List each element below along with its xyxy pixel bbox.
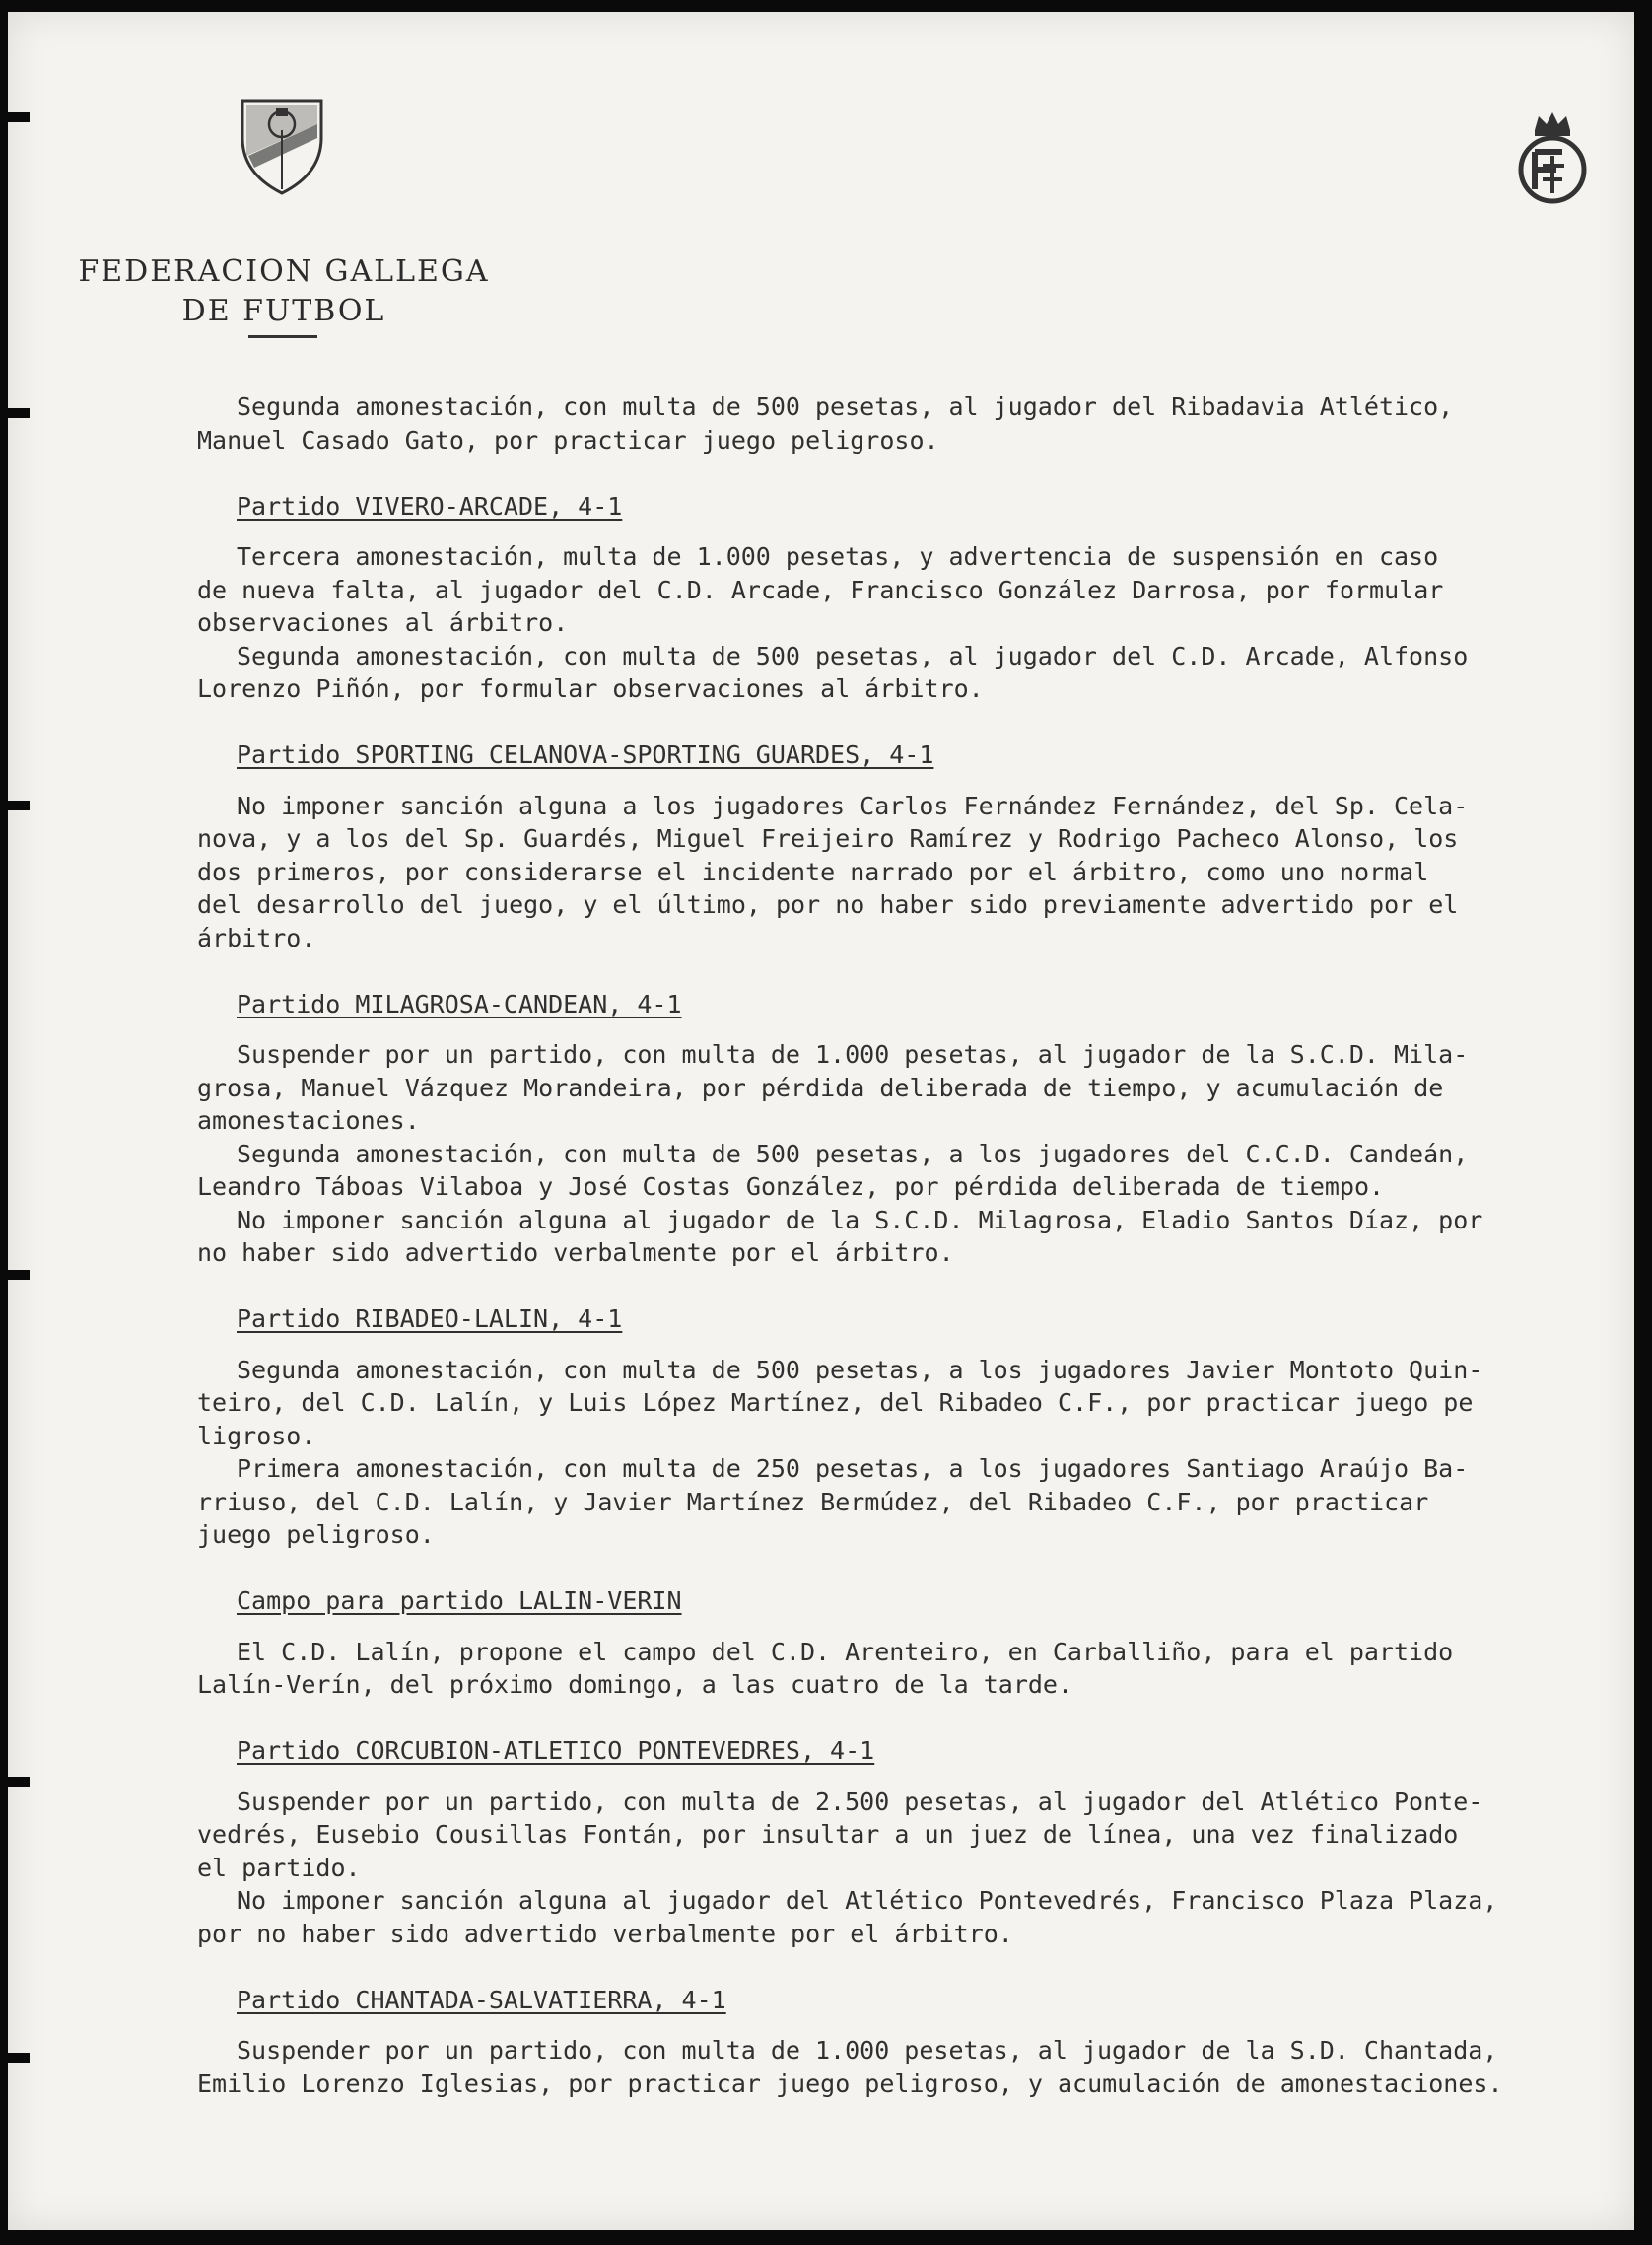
paragraph-line: Segunda amonestación, con multa de 500 pesetas, al jugador del C.D. Arcade, Alfonso: [237, 641, 1469, 670]
paragraph-line: ligroso.: [197, 1421, 316, 1450]
paragraph-line: observaciones al árbitro.: [197, 608, 569, 637]
paragraph-line: juego peligroso.: [197, 1520, 435, 1549]
paragraph-line: amonestaciones.: [197, 1106, 420, 1135]
binder-hole-mark: [8, 801, 30, 810]
paragraph-gap: [197, 1950, 1626, 1984]
paragraph-line: no haber sido advertido verbalmente por el árbitro.: [197, 1238, 954, 1267]
paragraph-line: Lalín-Verín, del próximo domingo, a las cuatro de la tarde.: [197, 1670, 1073, 1699]
heading-gap: [197, 1768, 1626, 1786]
paragraph-gap: [197, 1270, 1626, 1303]
binder-hole-mark: [8, 112, 30, 122]
section-heading: [197, 1984, 1626, 2017]
paragraph-gap: [197, 954, 1626, 988]
binder-hole-mark: [8, 408, 30, 418]
section-heading-text: Partido SPORTING CELANOVA-SPORTING GUARDES, 4-1: [237, 740, 934, 769]
paragraph-line: grosa, Manuel Vázquez Morandeira, por pérdida deliberada de tiempo, y acumulación de: [197, 1073, 1444, 1102]
section-heading-text: Partido RIBADEO-LALIN, 4-1: [237, 1304, 623, 1333]
section-heading: [197, 1734, 1626, 1768]
paragraph-line: Primera amonestación, con multa de 250 pesetas, a los jugadores Santiago Araújo Ba-: [237, 1454, 1469, 1483]
paragraph-line: Suspender por un partido, con multa de 1.000 pesetas, al jugador de la S.C.D. Mila-: [237, 1040, 1469, 1069]
heading-gap: [197, 1336, 1626, 1354]
section-heading: [197, 1584, 1626, 1618]
section-heading: [197, 490, 1626, 524]
paragraph-line: Lorenzo Piñón, por formular observaciones al árbitro.: [197, 674, 984, 703]
federation-name: [77, 252, 491, 331]
paragraph-line: teiro, del C.D. Lalín, y Luis López Martínez, del Ribadeo C.F., por practicar juego pe: [197, 1388, 1474, 1417]
heading-gap: [197, 772, 1626, 790]
paragraph-line: No imponer sanción alguna a los jugadores Carlos Fernández Fernández, del Sp. Cela-: [237, 791, 1469, 820]
paragraph-line: Segunda amonestación, con multa de 500 pesetas, a los jugadores del C.C.D. Candeán,: [237, 1139, 1469, 1168]
paragraph-line: de nueva falta, al jugador del C.D. Arcade, Francisco González Darrosa, por formular: [197, 575, 1444, 604]
paragraph-line: No imponer sanción alguna al jugador de la S.C.D. Milagrosa, Eladio Santos Díaz, por: [237, 1205, 1483, 1234]
paragraph-gap: [197, 706, 1626, 739]
paragraph-line: Manuel Casado Gato, por practicar juego peligroso.: [197, 425, 939, 455]
paragraph-line: Suspender por un partido, con multa de 2.500 pesetas, al jugador del Atlético Ponte-: [237, 1787, 1483, 1816]
paragraph-line: el partido.: [197, 1853, 361, 1882]
heading-gap: [197, 1618, 1626, 1636]
section-heading-text: Partido CHANTADA-SALVATIERRA, 4-1: [237, 1985, 726, 2014]
letterhead-rule: [248, 335, 317, 338]
paragraph-line: Leandro Táboas Vilaboa y José Costas González, por pérdida deliberada de tiempo.: [197, 1172, 1385, 1201]
paragraph-line: por no haber sido advertido verbalmente por el árbitro.: [197, 1919, 1013, 1948]
section-heading: [197, 1302, 1626, 1336]
paragraph-line: rriuso, del C.D. Lalín, y Javier Martínez Bermúdez, del Ribadeo C.F., por practicar: [197, 1487, 1429, 1516]
paragraph-line: Emilio Lorenzo Iglesias, por practicar juego peligroso, y acumulación de amonestaciones.: [197, 2069, 1503, 2098]
binder-hole-mark: [8, 1777, 30, 1787]
heading-gap: [197, 523, 1626, 540]
heading-gap: [197, 2016, 1626, 2034]
paragraph-gap: [197, 1552, 1626, 1585]
paragraph-line: Tercera amonestación, multa de 1.000 pesetas, y advertencia de suspensión en caso: [237, 542, 1439, 571]
paragraph-line: del desarrollo del juego, y el último, por no haber sido previamente advertido por el: [197, 890, 1459, 919]
section-heading-text: Partido CORCUBION-ATLETICO PONTEVEDRES, 4-1: [237, 1736, 875, 1765]
binder-hole-mark: [8, 1270, 30, 1280]
paragraph-line: El C.D. Lalín, propone el campo del C.D. Arenteiro, en Carballiño, para el partido: [237, 1637, 1454, 1666]
binder-hole-mark: [8, 2053, 30, 2063]
federation-name-line-2: DE FUTBOL: [181, 294, 386, 328]
heading-gap: [197, 1020, 1626, 1038]
paragraph-line: No imponer sanción alguna al jugador del Atlético Pontevedrés, Francisco Plaza Plaza,: [237, 1886, 1498, 1915]
rfef-crown-crest-icon: [1513, 106, 1592, 215]
section-heading-text: Campo para partido LALIN-VERIN: [237, 1586, 682, 1615]
section-heading-text: Partido MILAGROSA-CANDEAN, 4-1: [237, 989, 682, 1018]
paragraph-line: Segunda amonestación, con multa de 500 pesetas, a los jugadores Javier Montoto Quin-: [237, 1355, 1483, 1384]
paragraph-gap: [197, 456, 1626, 490]
paragraph-line: dos primeros, por considerarse el incidente narrado por el árbitro, como uno normal: [197, 857, 1429, 886]
gallega-shield-icon: [237, 95, 327, 197]
document-body: [197, 390, 1626, 2100]
paragraph-line: vedrés, Eusebio Cousillas Fontán, por insultar a un juez de línea, una vez finalizado: [197, 1820, 1459, 1849]
paragraph-line: Segunda amonestación, con multa de 500 pesetas, al jugador del Ribadavia Atlético,: [237, 392, 1454, 421]
federation-name-line-1: FEDERACION GALLEGA: [78, 254, 490, 289]
paragraph-gap: [197, 1702, 1626, 1735]
section-heading-text: Partido VIVERO-ARCADE, 4-1: [237, 491, 623, 521]
section-heading: [197, 738, 1626, 772]
section-heading: [197, 988, 1626, 1021]
paragraph-line: Suspender por un partido, con multa de 1.000 pesetas, al jugador de la S.D. Chantada,: [237, 2036, 1498, 2065]
paragraph-line: nova, y a los del Sp. Guardés, Miguel Freijeiro Ramírez y Rodrigo Pacheco Alonso, los: [197, 824, 1459, 853]
paragraph-line: árbitro.: [197, 923, 316, 952]
